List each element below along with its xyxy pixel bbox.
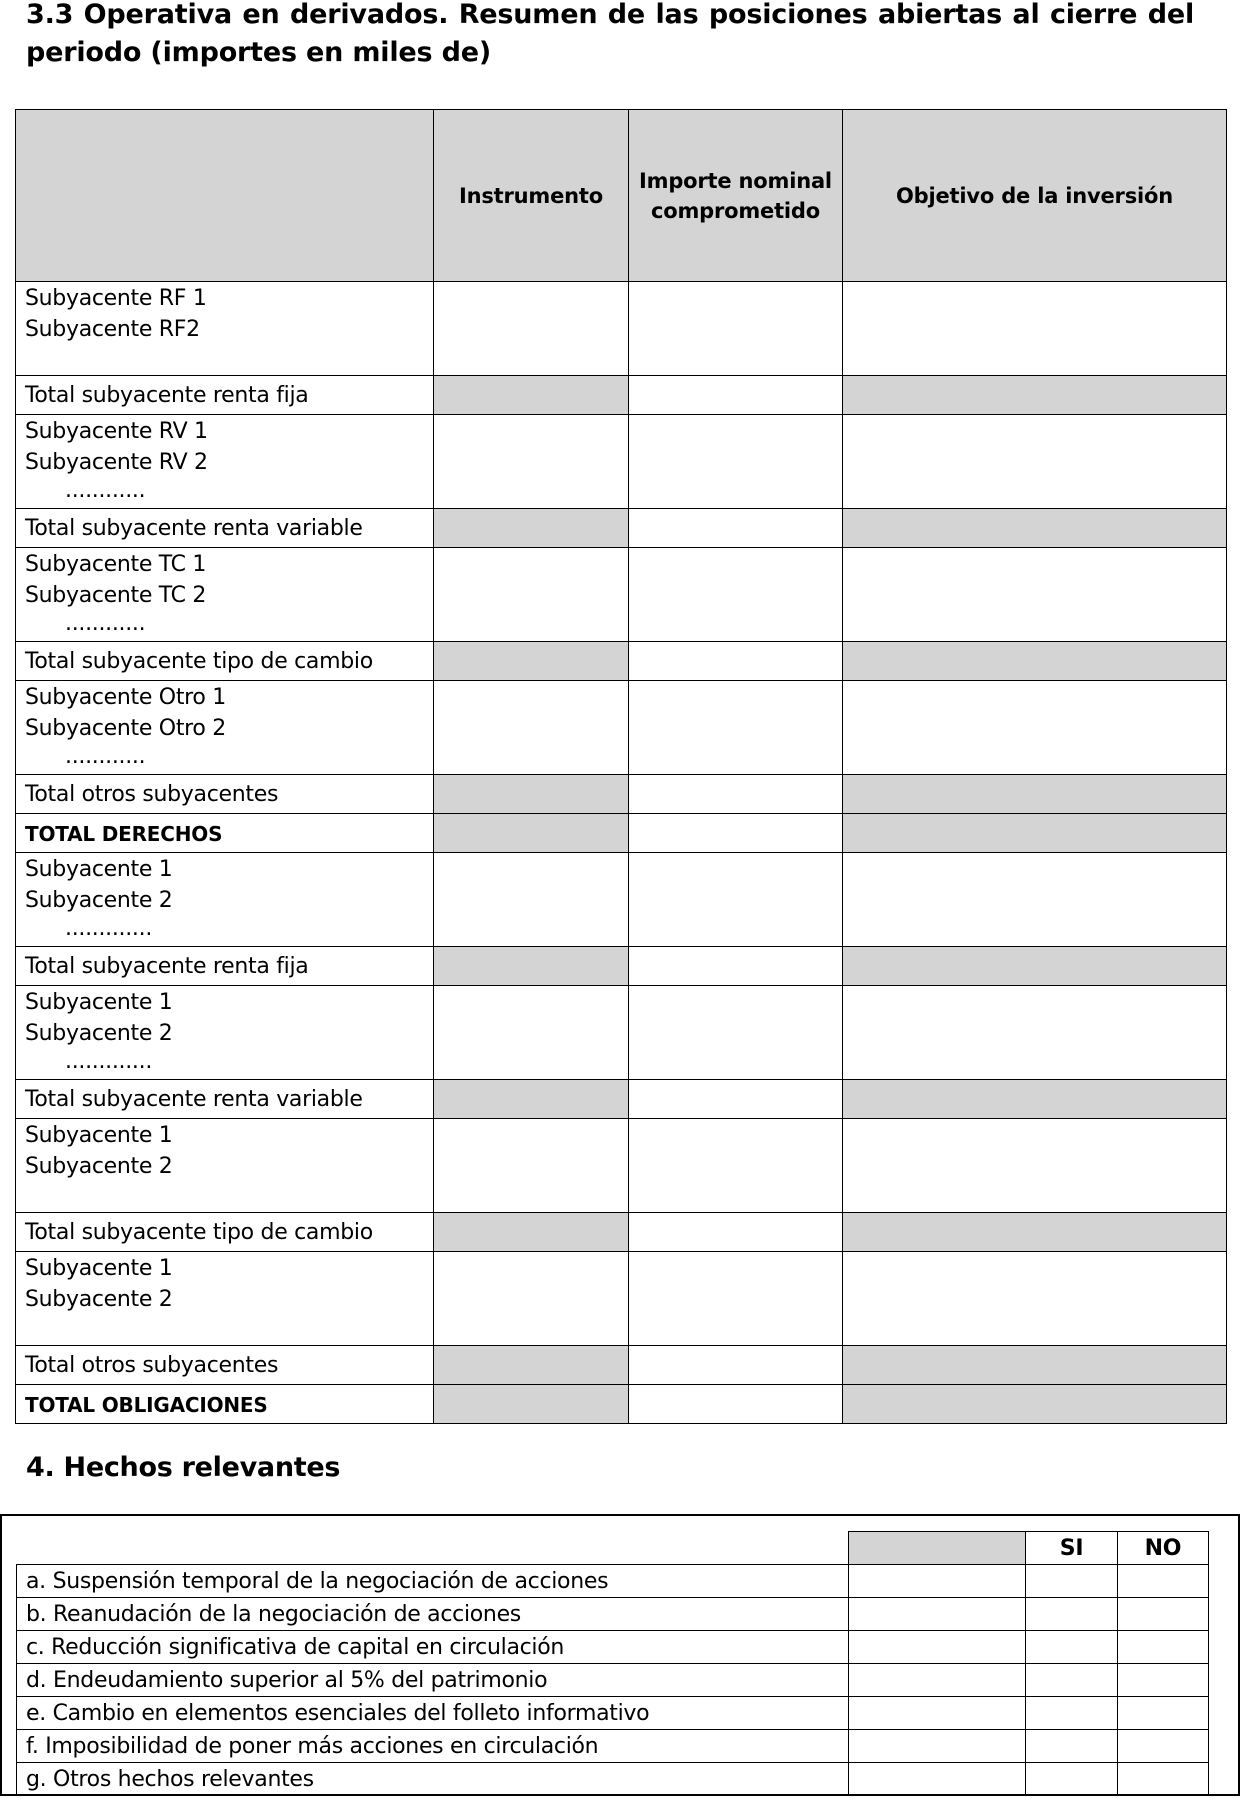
row-label-cell [16,1119,434,1213]
hecho-label: f. Imposibilidad de poner más acciones en circulación [17,1730,849,1763]
instrumento-cell[interactable] [434,947,629,986]
hecho-extra-cell[interactable] [848,1664,1026,1697]
section-3-3-title: 3.3 Operativa en derivados. Resumen de las posiciones abiertas al cierre del periodo (importes en miles de) [26,0,1194,68]
objetivo-cell[interactable] [843,509,1227,548]
hecho-label: c. Reducción significativa de capital en circulación [17,1631,849,1664]
importe-cell[interactable] [629,681,843,775]
hechos-header-no: NO [1117,1532,1208,1565]
hecho-no-cell[interactable] [1117,1697,1208,1730]
hechos-relevantes-body [17,1532,1209,1796]
derivatives-header-row [16,110,1227,282]
hecho-extra-cell[interactable] [848,1697,1026,1730]
objetivo-cell[interactable] [843,775,1227,814]
hecho-extra-cell[interactable] [848,1598,1026,1631]
underlying-label: Subyacente RF2 [25,317,200,342]
hecho-label: a. Suspensión temporal de la negociación de acciones [17,1565,849,1598]
importe-cell[interactable] [629,282,843,376]
header-importe-line1: Importe nominal [639,169,832,193]
instrumento-cell[interactable] [434,986,629,1080]
objetivo-cell[interactable] [843,986,1227,1080]
objetivo-cell[interactable] [843,1213,1227,1252]
underlying-group-row [16,1252,1227,1346]
header-blank-cell [16,110,434,282]
row-label-cell [16,282,434,376]
instrumento-cell[interactable] [434,1119,629,1213]
hecho-no-cell[interactable] [1117,1631,1208,1664]
underlying-label: Subyacente RV 1 [25,419,208,444]
underlying-group-row [16,548,1227,642]
hechos-header-row [17,1532,1209,1565]
objetivo-cell[interactable] [843,282,1227,376]
importe-cell[interactable] [629,814,843,853]
instrumento-cell[interactable] [434,1346,629,1385]
underlying-label: Subyacente RF 1 [25,286,207,311]
subtotal-row [16,376,1227,415]
row-label-cell [16,853,434,947]
hecho-row [17,1631,1209,1664]
importe-cell[interactable] [629,1346,843,1385]
hechos-header-shaded [848,1532,1026,1565]
instrumento-cell[interactable] [434,282,629,376]
instrumento-cell[interactable] [434,1213,629,1252]
hecho-row [17,1697,1209,1730]
instrumento-cell[interactable] [434,814,629,853]
row-label-cell: Total subyacente tipo de cambio [16,642,434,681]
hecho-no-cell[interactable] [1117,1664,1208,1697]
importe-cell[interactable] [629,986,843,1080]
continuation-dots: ............. [65,916,153,941]
underlying-label: Subyacente RV 2 [25,450,208,475]
importe-cell[interactable] [629,853,843,947]
grand-total-row [16,814,1227,853]
objetivo-cell[interactable] [843,1252,1227,1346]
importe-cell[interactable] [629,775,843,814]
hecho-row [17,1664,1209,1697]
objetivo-cell[interactable] [843,814,1227,853]
importe-cell[interactable] [629,415,843,509]
instrumento-cell[interactable] [434,548,629,642]
hecho-label: b. Reanudación de la negociación de acciones [17,1598,849,1631]
row-label-cell: Total subyacente renta variable [16,1080,434,1119]
header-importe-nominal [629,110,843,282]
row-label-cell [16,548,434,642]
underlying-label: Subyacente TC 1 [25,552,207,577]
continuation-dots: ............. [65,1049,153,1074]
hecho-row [17,1598,1209,1631]
row-label-cell: Total otros subyacentes [16,775,434,814]
instrumento-cell[interactable] [434,509,629,548]
underlying-label: Subyacente 2 [25,1021,173,1046]
underlying-group-row [16,1119,1227,1213]
subtotal-row [16,947,1227,986]
hecho-no-cell[interactable] [1117,1598,1208,1631]
derivatives-body [16,282,1227,1424]
objetivo-cell[interactable] [843,1346,1227,1385]
hecho-label: g. Otros hechos relevantes [17,1763,849,1796]
hecho-no-cell[interactable] [1117,1565,1208,1598]
hecho-no-cell[interactable] [1117,1763,1208,1796]
hecho-row [17,1763,1209,1796]
header-objetivo: Objetivo de la inversión [843,110,1227,282]
subtotal-row [16,509,1227,548]
instrumento-cell[interactable] [434,1385,629,1424]
header-importe-line2: comprometido [651,199,820,223]
instrumento-cell[interactable] [434,1080,629,1119]
objetivo-cell[interactable] [843,681,1227,775]
derivatives-table [15,109,1227,1424]
continuation-dots: ............ [65,744,146,769]
underlying-group-row [16,681,1227,775]
row-label-cell: TOTAL OBLIGACIONES [16,1385,434,1424]
hecho-extra-cell[interactable] [848,1565,1026,1598]
underlying-label: Subyacente TC 2 [25,583,207,608]
instrumento-cell[interactable] [434,1252,629,1346]
hecho-extra-cell[interactable] [848,1763,1026,1796]
row-label-cell: Total subyacente renta fija [16,947,434,986]
instrumento-cell[interactable] [434,775,629,814]
row-label-cell: Total subyacente renta fija [16,376,434,415]
underlying-label: Subyacente 1 [25,1123,173,1148]
subtotal-row [16,1213,1227,1252]
importe-cell[interactable] [629,947,843,986]
hechos-header-si: SI [1026,1532,1117,1565]
importe-cell[interactable] [629,1385,843,1424]
hecho-si-cell[interactable] [1026,1565,1117,1598]
hecho-row [17,1565,1209,1598]
hechos-relevantes-table [16,1531,1209,1796]
subtotal-row [16,642,1227,681]
underlying-group-row [16,853,1227,947]
underlying-group-row [16,282,1227,376]
instrumento-cell[interactable] [434,681,629,775]
importe-cell[interactable] [629,1213,843,1252]
subtotal-row [16,775,1227,814]
hechos-header-blank [17,1532,849,1565]
section-4-title: 4. Hechos relevantes [26,1452,341,1483]
importe-cell[interactable] [629,1080,843,1119]
hecho-extra-cell[interactable] [848,1631,1026,1664]
row-label-cell [16,986,434,1080]
row-label-cell: Total otros subyacentes [16,1346,434,1385]
importe-cell[interactable] [629,1252,843,1346]
hecho-si-cell[interactable] [1026,1631,1117,1664]
hecho-label: e. Cambio en elementos esenciales del folleto informativo [17,1697,849,1730]
objetivo-cell[interactable] [843,1080,1227,1119]
importe-cell[interactable] [629,548,843,642]
instrumento-cell[interactable] [434,642,629,681]
subtotal-row [16,1346,1227,1385]
hecho-si-cell[interactable] [1026,1697,1117,1730]
underlying-group-row [16,415,1227,509]
hecho-row [17,1730,1209,1763]
hecho-si-cell[interactable] [1026,1598,1117,1631]
row-label-cell: Total subyacente tipo de cambio [16,1213,434,1252]
underlying-label: Subyacente 1 [25,990,173,1015]
underlying-group-row [16,986,1227,1080]
hecho-extra-cell[interactable] [848,1730,1026,1763]
objetivo-cell[interactable] [843,1119,1227,1213]
hecho-no-cell[interactable] [1117,1730,1208,1763]
hecho-si-cell[interactable] [1026,1730,1117,1763]
underlying-label: Subyacente 1 [25,857,173,882]
header-instrumento: Instrumento [434,110,629,282]
instrumento-cell[interactable] [434,853,629,947]
continuation-dots: ............ [65,478,146,503]
objetivo-cell[interactable] [843,642,1227,681]
importe-cell[interactable] [629,1119,843,1213]
underlying-label: Subyacente Otro 2 [25,716,226,741]
row-label-cell [16,1252,434,1346]
continuation-dots: ............ [65,611,146,636]
objetivo-cell[interactable] [843,376,1227,415]
grand-total-row [16,1385,1227,1424]
underlying-label: Subyacente 2 [25,888,173,913]
importe-cell[interactable] [629,642,843,681]
hecho-label: d. Endeudamiento superior al 5% del patrimonio [17,1664,849,1697]
row-label-cell: TOTAL DERECHOS [16,814,434,853]
objetivo-cell[interactable] [843,548,1227,642]
hecho-si-cell[interactable] [1026,1664,1117,1697]
underlying-label: Subyacente Otro 1 [25,685,226,710]
underlying-label: Subyacente 1 [25,1256,173,1281]
importe-cell[interactable] [629,376,843,415]
subtotal-row [16,1080,1227,1119]
underlying-label: Subyacente 2 [25,1287,173,1312]
instrumento-cell[interactable] [434,376,629,415]
objetivo-cell[interactable] [843,415,1227,509]
objetivo-cell[interactable] [843,1385,1227,1424]
hecho-si-cell[interactable] [1026,1763,1117,1796]
row-label-cell [16,681,434,775]
underlying-label: Subyacente 2 [25,1154,173,1179]
row-label-cell: Total subyacente renta variable [16,509,434,548]
hechos-relevantes-box [0,1514,1240,1796]
instrumento-cell[interactable] [434,415,629,509]
objetivo-cell[interactable] [843,947,1227,986]
row-label-cell [16,415,434,509]
objetivo-cell[interactable] [843,853,1227,947]
importe-cell[interactable] [629,509,843,548]
